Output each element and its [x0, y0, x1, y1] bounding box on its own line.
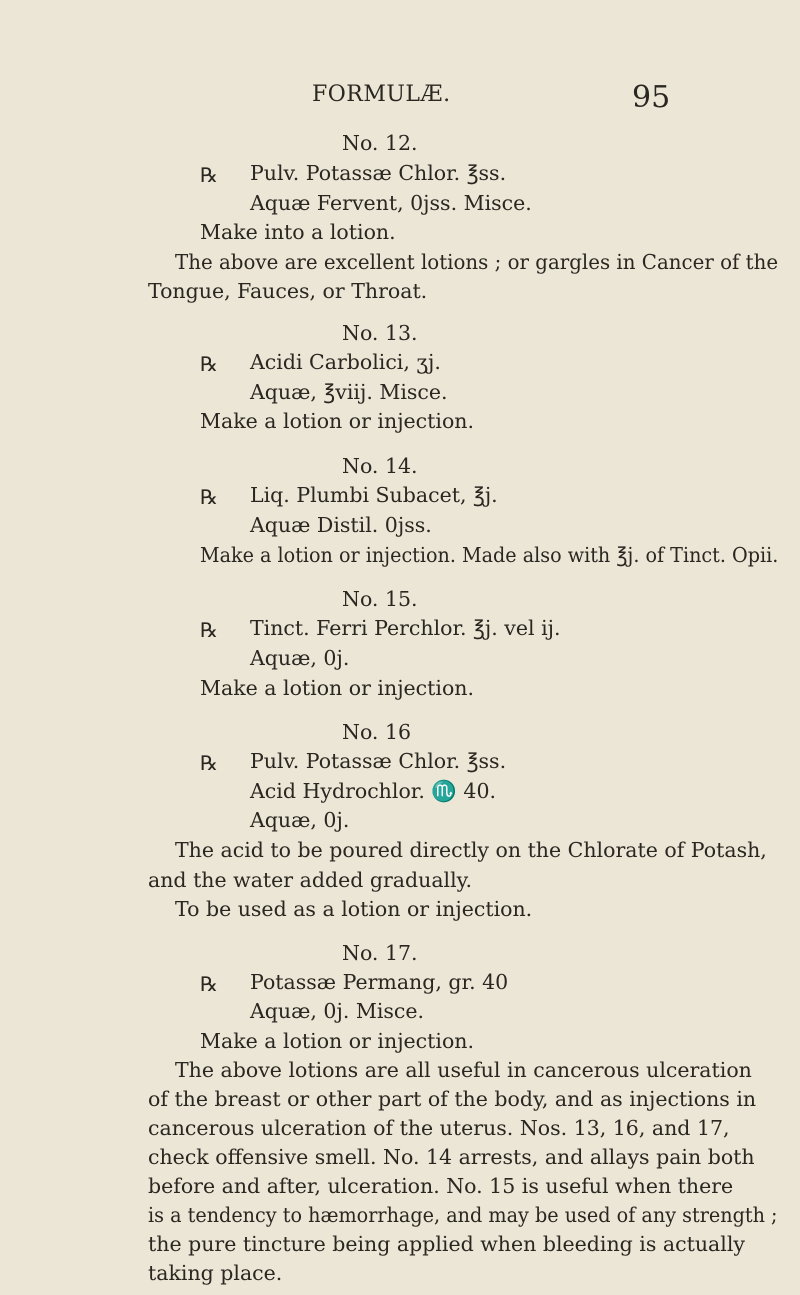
ingredient-line: Aquæ, ℥viij. Misce.	[250, 380, 448, 404]
recipe-symbol: ℞	[200, 352, 218, 376]
note-line: The above lotions are all useful in cancerous ulceration	[175, 1058, 752, 1082]
note-line: Make into a lotion.	[200, 220, 396, 244]
ingredient-line: Aquæ Fervent, 0jss. Misce.	[250, 191, 532, 215]
formula-number: No. 12.	[342, 131, 418, 155]
note-line: taking place.	[148, 1261, 283, 1285]
recipe-symbol: ℞	[200, 485, 218, 509]
recipe-symbol: ℞	[200, 163, 218, 187]
note-line: the pure tincture being applied when bleeding is actually	[148, 1232, 745, 1256]
note-line: Make a lotion or injection. Made also with ℥j. of Tinct. Opii.	[200, 543, 779, 567]
ingredient-line: Aquæ, 0j.	[250, 646, 350, 670]
ingredient-line: Potassæ Permang, gr. 40	[250, 970, 509, 994]
note-line: The above are excellent lotions ; or gargles in Cancer of the	[175, 250, 779, 274]
note-line: is a tendency to hæmorrhage, and may be used of any strength ;	[148, 1203, 778, 1227]
recipe-symbol: ℞	[200, 972, 218, 996]
note-line: The acid to be poured directly on the Chlorate of Potash,	[175, 838, 767, 862]
note-line: of the breast or other part of the body, and as injections in	[148, 1087, 757, 1111]
ingredient-line: Aquæ, 0j.	[250, 808, 350, 832]
ingredient-line: Acidi Carbolici, ʒj.	[250, 350, 441, 374]
note-line: cancerous ulceration of the uterus. Nos. 13, 16, and 17,	[148, 1116, 730, 1140]
formula-number: No. 16	[342, 720, 412, 744]
note-line: Make a lotion or injection.	[200, 409, 475, 433]
recipe-symbol: ℞	[200, 751, 218, 775]
formula-number: No. 13.	[342, 321, 418, 345]
note-line: before and after, ulceration. No. 15 is useful when there	[148, 1174, 734, 1198]
ingredient-line: Aquæ, 0j. Misce.	[250, 999, 425, 1023]
note-line: Make a lotion or injection.	[200, 1029, 475, 1053]
ingredient-line: Tinct. Ferri Perchlor. ℥j. vel ij.	[250, 616, 561, 640]
note-line: check offensive smell. No. 14 arrests, and allays pain both	[148, 1145, 755, 1169]
ingredient-line: Pulv. Potassæ Chlor. ℥ss.	[250, 161, 507, 185]
ingredient-line: Acid Hydrochlor. ♏ 40.	[250, 779, 497, 803]
note-line: Tongue, Fauces, or Throat.	[148, 279, 428, 303]
ingredient-line: Pulv. Potassæ Chlor. ℥ss.	[250, 749, 507, 773]
formula-number: No. 14.	[342, 454, 418, 478]
formula-number: No. 17.	[342, 941, 418, 965]
ingredient-line: Liq. Plumbi Subacet, ℥j.	[250, 483, 498, 507]
ingredient-line: Aquæ Distil. 0jss.	[250, 513, 432, 537]
running-header: FORMULÆ.	[312, 82, 451, 107]
note-line: To be used as a lotion or injection.	[175, 897, 533, 921]
note-line: and the water added gradually.	[148, 868, 473, 892]
page-number: 95	[632, 80, 671, 115]
note-line: Make a lotion or injection.	[200, 676, 475, 700]
formula-number: No. 15.	[342, 587, 418, 611]
recipe-symbol: ℞	[200, 618, 218, 642]
